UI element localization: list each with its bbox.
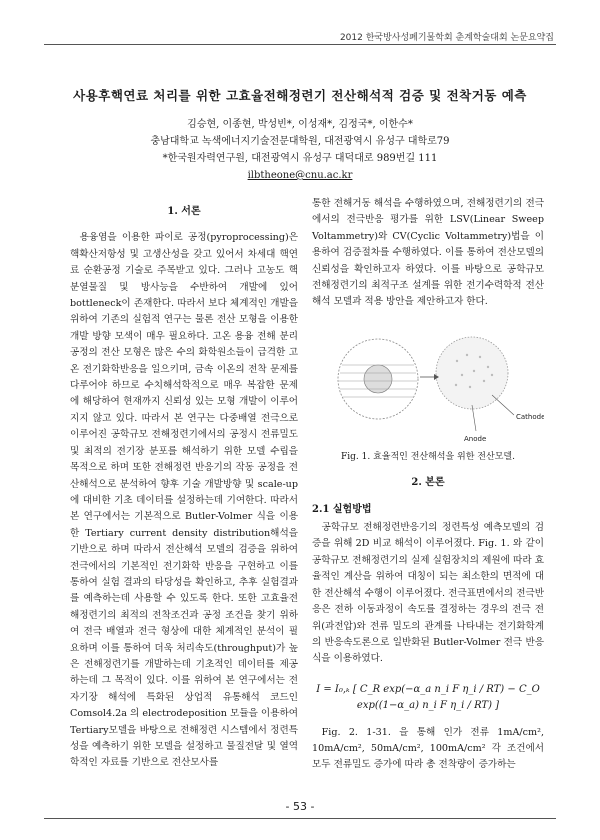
page-number: - 53 - [285,800,315,813]
method-paragraph: 공학규모 전해정련반응기의 정련특성 예측모델의 검증을 위해 2D 비교 해석이 이루어졌다. Fig. 1. 와 같이 공학규모 전해정련기의 실제 실험장치의 제원에 따라 효율적인 계산을 위하여 대칭이 되는 최소한의 면적에 대한 전산해석 수행이 이루어졌다. 전극표면에서의 전극반응은 전하 이동과정이 속도를 결정하는 경우의 전극 전위(과전압)와 전류 밀도의 관계를 나타내는 전기화학계의 반응속도론으로 일반화된 Butler-Volmer 전극 반응식을 이용하였다. [312,522,544,665]
affiliation-2: *한국원자력연구원, 대전광역시 유성구 대덕대로 989번길 111 [162,153,438,164]
paper-title: 사용후핵연료 처리를 위한 고효율전해정련기 전산해석적 검증 및 전착거동 예측 [73,88,527,103]
cathode-leader [492,395,514,415]
cathode-label: Cathode [516,412,544,421]
author-email[interactable]: ilbtheone@cnu.ac.kr [247,170,353,181]
affiliation-1: 충남대학교 녹색에너지기술전문대학원, 대전광역시 유성구 대학로79 [150,136,450,147]
right-column [312,196,544,774]
figure-1-diagram [312,325,544,445]
figure-1-caption: Fig. 1. 효율적인 전산해석을 위한 전산모델. [341,451,515,462]
header-rule [44,44,556,45]
section-2-title: 2. 본론 [411,477,445,489]
intro-continued-paragraph: 통한 전해거동 해석을 수행하였으며, 전해정련기의 전극에서의 전극반응 평가를 위한 LSV(Linear Sweep Voltammetry)와 CV(Cyclic Voltammetry)법을 이용하여 검증절차를 수행하였다. 이를 통하여 전산모델의 신뢰성을 확인하고자 하였다. 이를 바탕으로 공학규모 전해정련기의 최적구조 설계를 위한 전기수력학적 전산해석 모델과 적용 방안을 제안하고자 한다. [312,198,544,308]
left-column [70,196,298,772]
footer-rule [44,818,556,819]
author-block [40,116,560,184]
figure-1 [312,325,544,445]
intro-paragraph: 용융염을 이용한 파이로 공정(pyroprocessing)은 핵확산저항성 및 고생산성을 갖고 있어서 차세대 핵연료 순환공정 기술로 주목받고 있다. 그러나 고농도 핵분열물질 및 방사능을 수반하여 개발에 있어 bottleneck이 존재한다. 따라서 보다 체계적인 개발을 위하여 기존의 실험적 연구는 물론 전산 모형을 이용한 개발 방향 모색이 매우 필요하다. 고온 용융 전해 분리공정의 전산 모형은 많은 수의 화학원소들이 급격한 고온 전기화학반응을 일으키며, 금속 이온의 전착 문제를 다루어야 하므로 수치해석학적으로 매우 복잡한 문제에 해당하여 현재까지 신뢰성 있는 모형 개발이 이루어지지 않고 있다. 따라서 본 연구는 다중배열 전극으로 이루어진 공학규모 전해정련기에서의 공정시 전류밀도 및 최적의 전기장 분포를 해석하기 위한 모델 수립을 목적으로 하며 또한 전해정련 반응기의 작동 공정을 전산해석으로 분석하여 향후 기술 개발방향 및 scale-up에 대비한 기초 데이터를 설정하는데 기여한다. 따라서 본 연구에서는 기본적으로 Butler-Volmer 식을 이용한 Tertiary current density distribution해석을 기반으로 하며 따라서 전산해석 모델의 검증을 위하여 전극에서의 기본적인 전기화학 반응을 구현하고 이를 통하여 실험 결과의 타당성을 확인하고, 추후 실험결과를 예측하는데 사용할 수 있도록 한다. 또한 고효율전해정련기의 최적의 전착조건과 공정 조건을 찾기 위하여 전극 배열과 전극 형상에 대한 체계적인 분석이 필요하며 이를 통하여 더욱 처리속도(throughput)가 높은 전해정련기를 개발하는데 기초적인 데이터를 제공하는데 그 목적이 있다. 이를 위하여 본 연구에서는 전자기장 해석에 특화된 상업적 유통해석 코드인 Comsol4.2a 의 electrodeposition 모듈을 이용하여 Tertiary모델을 바탕으로 전해정련 시스템에서 정련특성을 예측하기 위한 모델을 설정하고 물질전달 및 열역학적인 자료를 기반으로 전산모사를 [70,232,298,769]
author-names: 김승현, 이종현, 박성빈*, 이성재*, 김정국*, 이한수* [187,119,413,130]
butler-volmer-equation: I = I₀,ₖ [ C_R exp(−α_a n_i F η_i / RT) − C_O exp((1−α_a) n_i F η_i / RT) ] [316,683,540,712]
section-1-title: 1. 서론 [167,206,201,217]
subsection-2-1-title: 2.1 실험방법 [312,503,372,515]
right-domain-outline [436,337,508,409]
results-paragraph: Fig. 2. 1-31. 을 통해 인가 전류 1mA/cm², 10mA/cm², 50mA/cm², 100mA/cm² 각 조건에서 모두 전류밀도 증가에 따라 총 전착량이 증가하는 [312,726,544,771]
conference-header: 2012 한국방사성폐기물학회 춘계학술대회 논문요약집 [339,33,554,43]
anode-label: Anode [464,434,487,443]
